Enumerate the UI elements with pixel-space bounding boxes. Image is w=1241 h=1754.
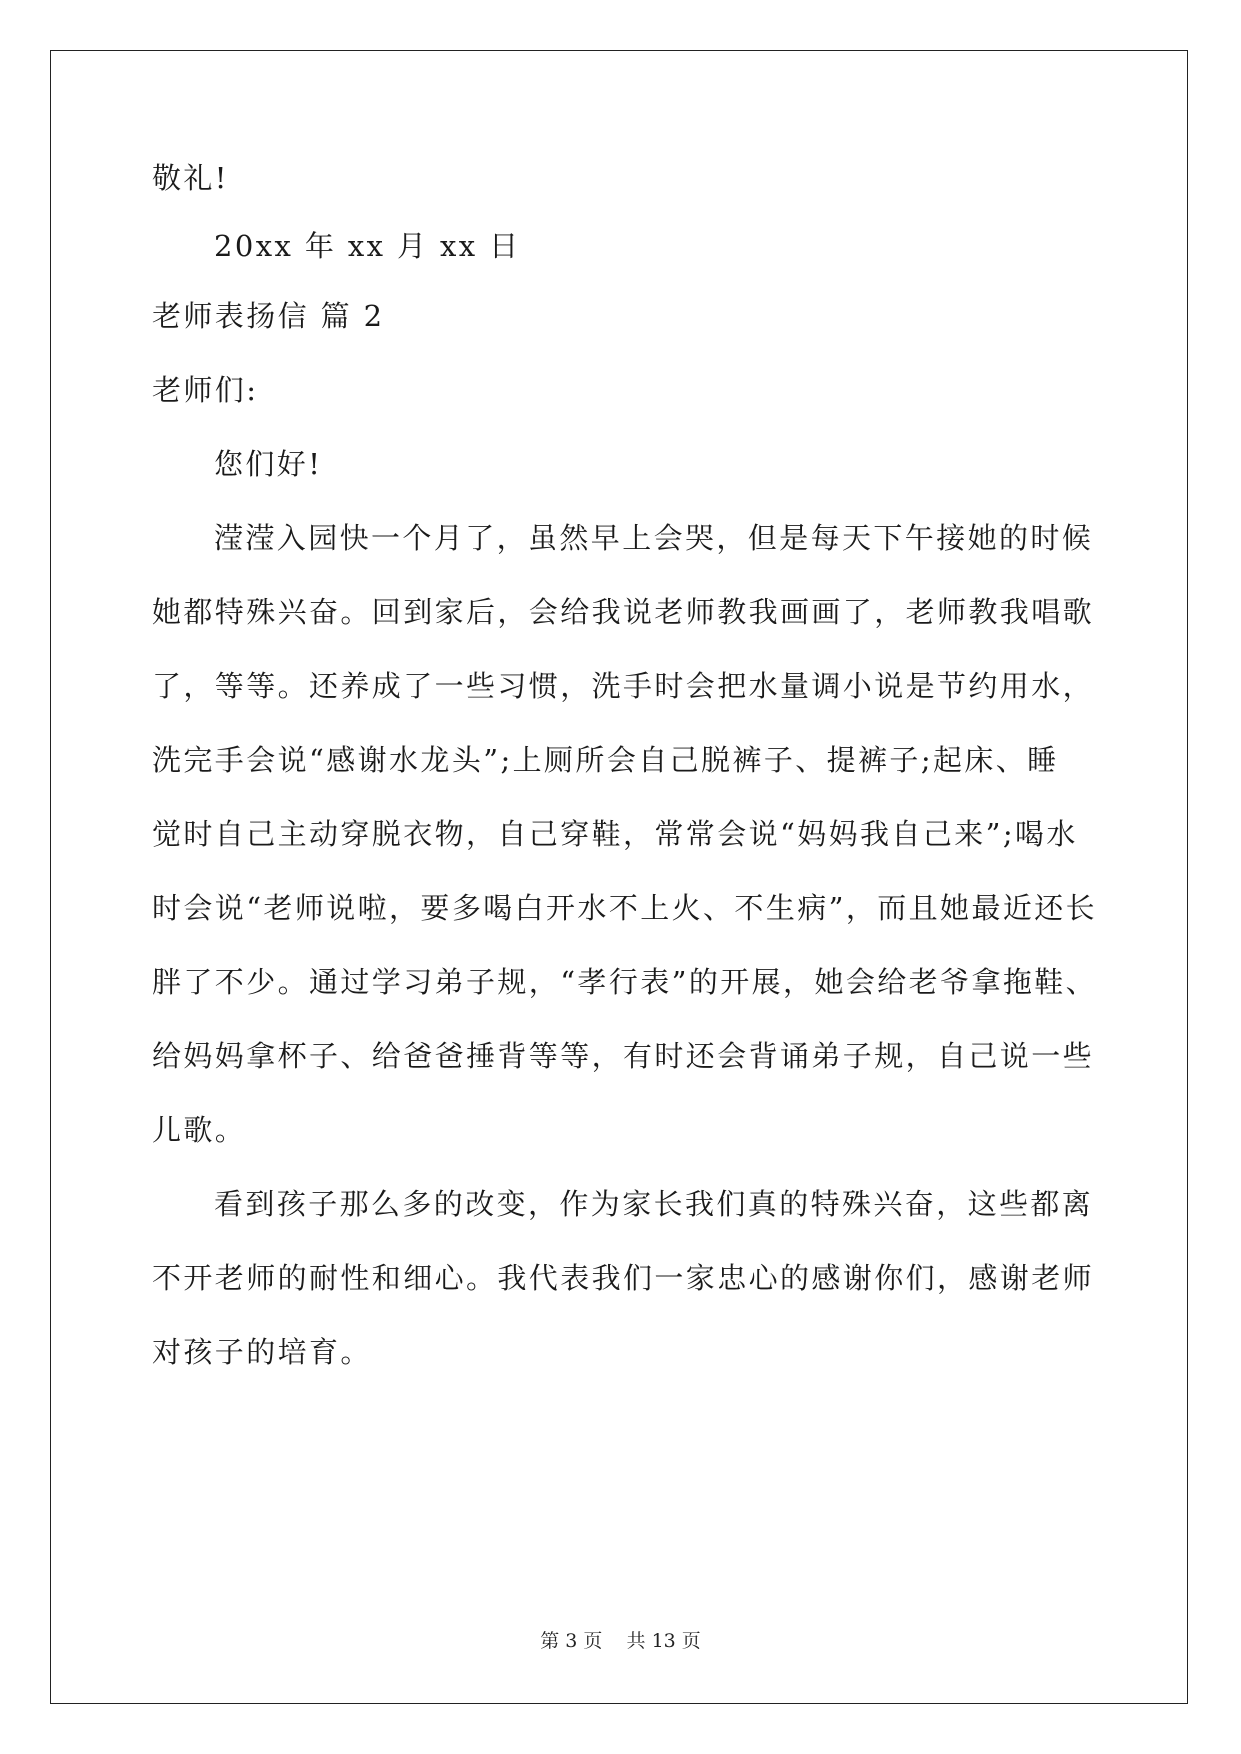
paragraph-line: 看到孩子那么多的改变，作为家长我们真的特殊兴奋，这些都离 bbox=[214, 1187, 1094, 1221]
paragraph-line: 滢滢入园快一个月了，虽然早上会哭，但是每天下午接她的时候 bbox=[214, 521, 1094, 555]
paragraph-line: 给妈妈拿杯子、给爸爸捶背等等，有时还会背诵弟子规，自己说一些 bbox=[152, 1039, 1095, 1073]
letter-addressee: 老师们: bbox=[152, 373, 259, 407]
paragraph-line: 了，等等。还养成了一些习惯，洗手时会把水量调小说是节约用水， bbox=[152, 669, 1095, 703]
letter-date: 20xx 年 xx 月 xx 日 bbox=[214, 229, 521, 263]
paragraph-line: 儿歌。 bbox=[152, 1113, 247, 1147]
paragraph-line: 时会说“老师说啦，要多喝白开水不上火、不生病”，而且她最近还长 bbox=[152, 891, 1098, 925]
page-number-footer: 第 3 页 共 13 页 bbox=[540, 1630, 701, 1652]
closing-salutation: 敬礼! bbox=[152, 161, 229, 195]
paragraph-line: 觉时自己主动穿脱衣物，自己穿鞋，常常会说“妈妈我自己来”;喝水 bbox=[152, 817, 1078, 851]
letter-greeting: 您们好! bbox=[214, 447, 323, 481]
paragraph-line: 她都特殊兴奋。回到家后，会给我说老师教我画画了，老师教我唱歌 bbox=[152, 595, 1095, 629]
paragraph-line: 胖了不少。通过学习弟子规，“孝行表”的开展，她会给老爷拿拖鞋、 bbox=[152, 965, 1098, 999]
section-heading: 老师表扬信 篇 2 bbox=[152, 299, 385, 333]
paragraph-line: 不开老师的耐性和细心。我代表我们一家忠心的感谢你们，感谢老师 bbox=[152, 1261, 1095, 1295]
paragraph-line: 洗完手会说“感谢水龙头”;上厕所会自己脱裤子、提裤子;起床、睡 bbox=[152, 743, 1059, 777]
paragraph-line: 对孩子的培育。 bbox=[152, 1335, 372, 1369]
